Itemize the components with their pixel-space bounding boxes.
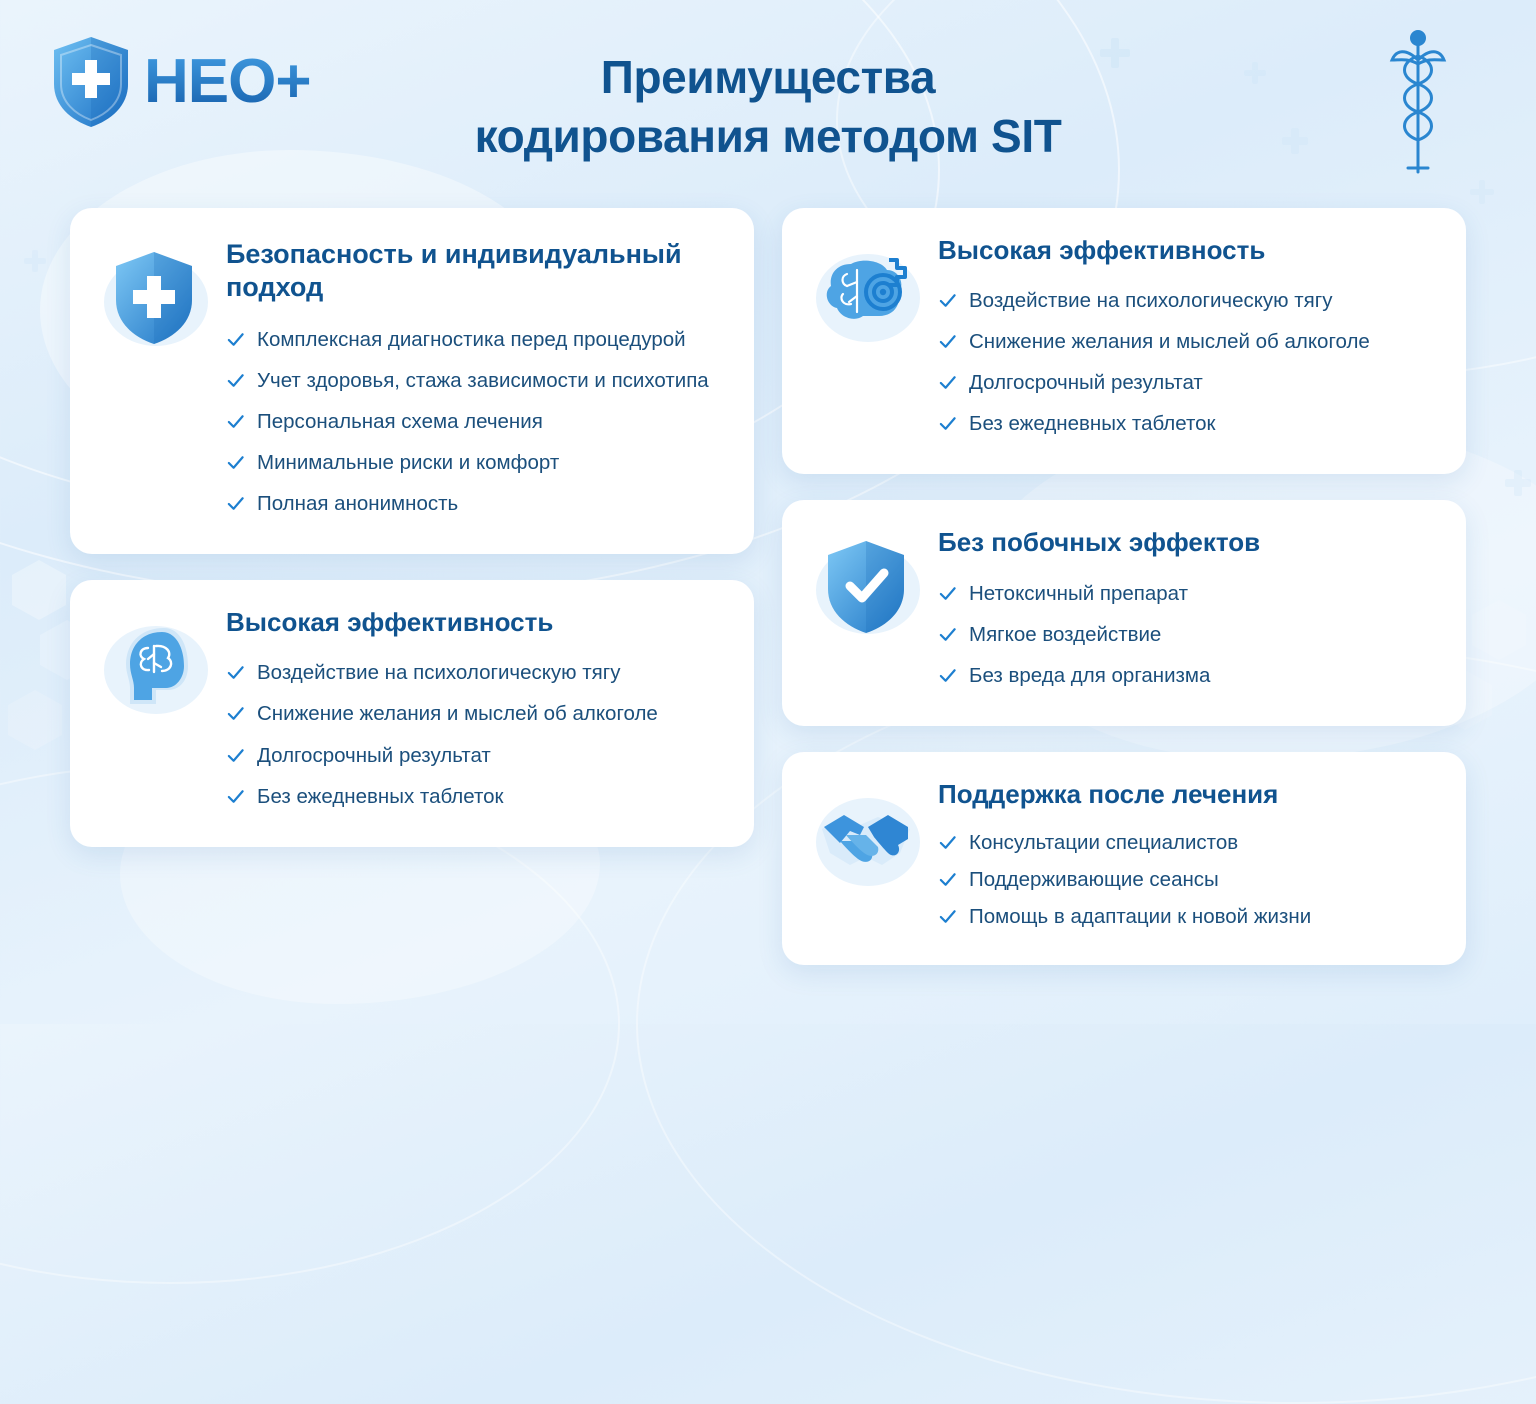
card-bullet-list — [226, 652, 724, 816]
card-icon-slot — [808, 526, 924, 695]
caduceus-icon — [1386, 26, 1450, 176]
card-bullet-list — [938, 280, 1436, 444]
check-icon — [226, 704, 245, 723]
card-effectiveness-right — [782, 208, 1466, 474]
check-icon — [938, 414, 957, 433]
list-item-label: Снижение желания и мыслей об алкоголе — [257, 702, 658, 726]
list-item-label: Минимальные риски и комфорт — [257, 451, 560, 475]
list-item-label: Полная анонимность — [257, 492, 459, 516]
check-icon — [938, 584, 957, 603]
list-item-label: Воздействие на психологическую тягу — [969, 289, 1333, 313]
list-item-label: Комплексная диагностика перед процедурой — [257, 327, 686, 351]
card-bullet-list — [226, 319, 724, 524]
list-item-label: Персональная схема лечения — [257, 410, 543, 434]
list-item-label: Воздействие на психологическую тягу — [257, 661, 621, 685]
shield-medical-cross-icon — [48, 34, 134, 130]
head-brain-icon — [106, 618, 202, 714]
list-item — [938, 898, 1436, 935]
list-item-label: Учет здоровья, стажа зависимости и психотипа — [257, 368, 709, 392]
card-title: Высокая эффективность — [938, 235, 1266, 265]
check-icon — [938, 666, 957, 685]
list-item — [938, 321, 1436, 362]
check-icon — [938, 907, 957, 926]
list-item-label: Консультации специалистов — [969, 831, 1239, 855]
page-title-line1: Преимущества — [600, 51, 936, 103]
brand-logo-block — [48, 34, 311, 130]
list-item-label: Без ежедневных таблеток — [969, 412, 1216, 436]
left-column — [70, 208, 754, 965]
list-item — [938, 614, 1436, 655]
card-support — [782, 752, 1466, 965]
list-item — [226, 483, 724, 524]
list-item-label: Нетоксичный препарат — [969, 581, 1189, 605]
card-body — [938, 234, 1436, 444]
list-item — [938, 655, 1436, 696]
list-item — [226, 776, 724, 817]
list-item — [938, 861, 1436, 898]
list-item — [938, 403, 1436, 444]
card-title: Безопасность и индивидуальный подход — [226, 239, 682, 303]
card-no-side-effects — [782, 500, 1466, 725]
list-item-label: Долгосрочный результат — [257, 743, 491, 767]
check-icon — [226, 663, 245, 682]
card-icon-slot — [96, 606, 212, 816]
list-item — [938, 573, 1436, 614]
shield-check-icon — [820, 537, 912, 635]
check-icon — [938, 870, 957, 889]
list-item — [938, 824, 1436, 861]
handshake-icon — [816, 795, 916, 881]
list-item-label: Помощь в адаптации к новой жизни — [969, 905, 1312, 929]
card-bullet-list — [938, 824, 1436, 935]
list-item-label: Без ежедневных таблеток — [257, 784, 504, 808]
check-icon — [226, 494, 245, 513]
list-item — [226, 735, 724, 776]
card-body — [226, 606, 724, 816]
card-title: Высокая эффективность — [226, 607, 554, 638]
list-item-label: Долгосрочный результат — [969, 371, 1203, 395]
check-icon — [938, 291, 957, 310]
card-body — [938, 526, 1436, 695]
check-icon — [226, 330, 245, 349]
check-icon — [226, 787, 245, 806]
check-icon — [938, 833, 957, 852]
card-effectiveness-left — [70, 580, 754, 846]
card-safety — [70, 208, 754, 554]
check-icon — [226, 453, 245, 472]
list-item-label: Снижение желания и мыслей об алкоголе — [969, 330, 1370, 354]
card-icon-slot — [808, 778, 924, 935]
page-title-line2: кодирования методом SIT — [474, 109, 1062, 162]
right-column — [782, 208, 1466, 965]
card-title: Без побочных эффектов — [938, 527, 1261, 558]
brand-name: HEO+ — [144, 47, 311, 116]
card-title: Поддержка после лечения — [938, 778, 1279, 809]
shield-medical-cross-icon — [108, 248, 200, 348]
card-icon-slot — [808, 234, 924, 444]
check-icon — [938, 332, 957, 351]
list-item — [226, 652, 724, 693]
list-item — [226, 442, 724, 483]
list-item-label: Без вреда для организма — [969, 663, 1211, 687]
list-item — [226, 401, 724, 442]
check-icon — [938, 373, 957, 392]
card-bullet-list — [938, 573, 1436, 696]
list-item — [938, 280, 1436, 321]
list-item — [938, 362, 1436, 403]
check-icon — [226, 746, 245, 765]
card-body — [938, 778, 1436, 935]
list-item — [226, 360, 724, 401]
list-item-label: Мягкое воздействие — [969, 622, 1162, 646]
cards-grid — [0, 208, 1536, 965]
check-icon — [226, 371, 245, 390]
card-body — [226, 238, 724, 524]
check-icon — [226, 412, 245, 431]
list-item-label: Поддерживающие сеансы — [969, 868, 1219, 892]
list-item — [226, 693, 724, 734]
card-icon-slot — [96, 238, 212, 524]
page-header — [0, 0, 1536, 208]
check-icon — [938, 625, 957, 644]
brain-target-icon — [817, 248, 915, 340]
list-item — [226, 319, 724, 360]
page-title — [318, 48, 1218, 166]
